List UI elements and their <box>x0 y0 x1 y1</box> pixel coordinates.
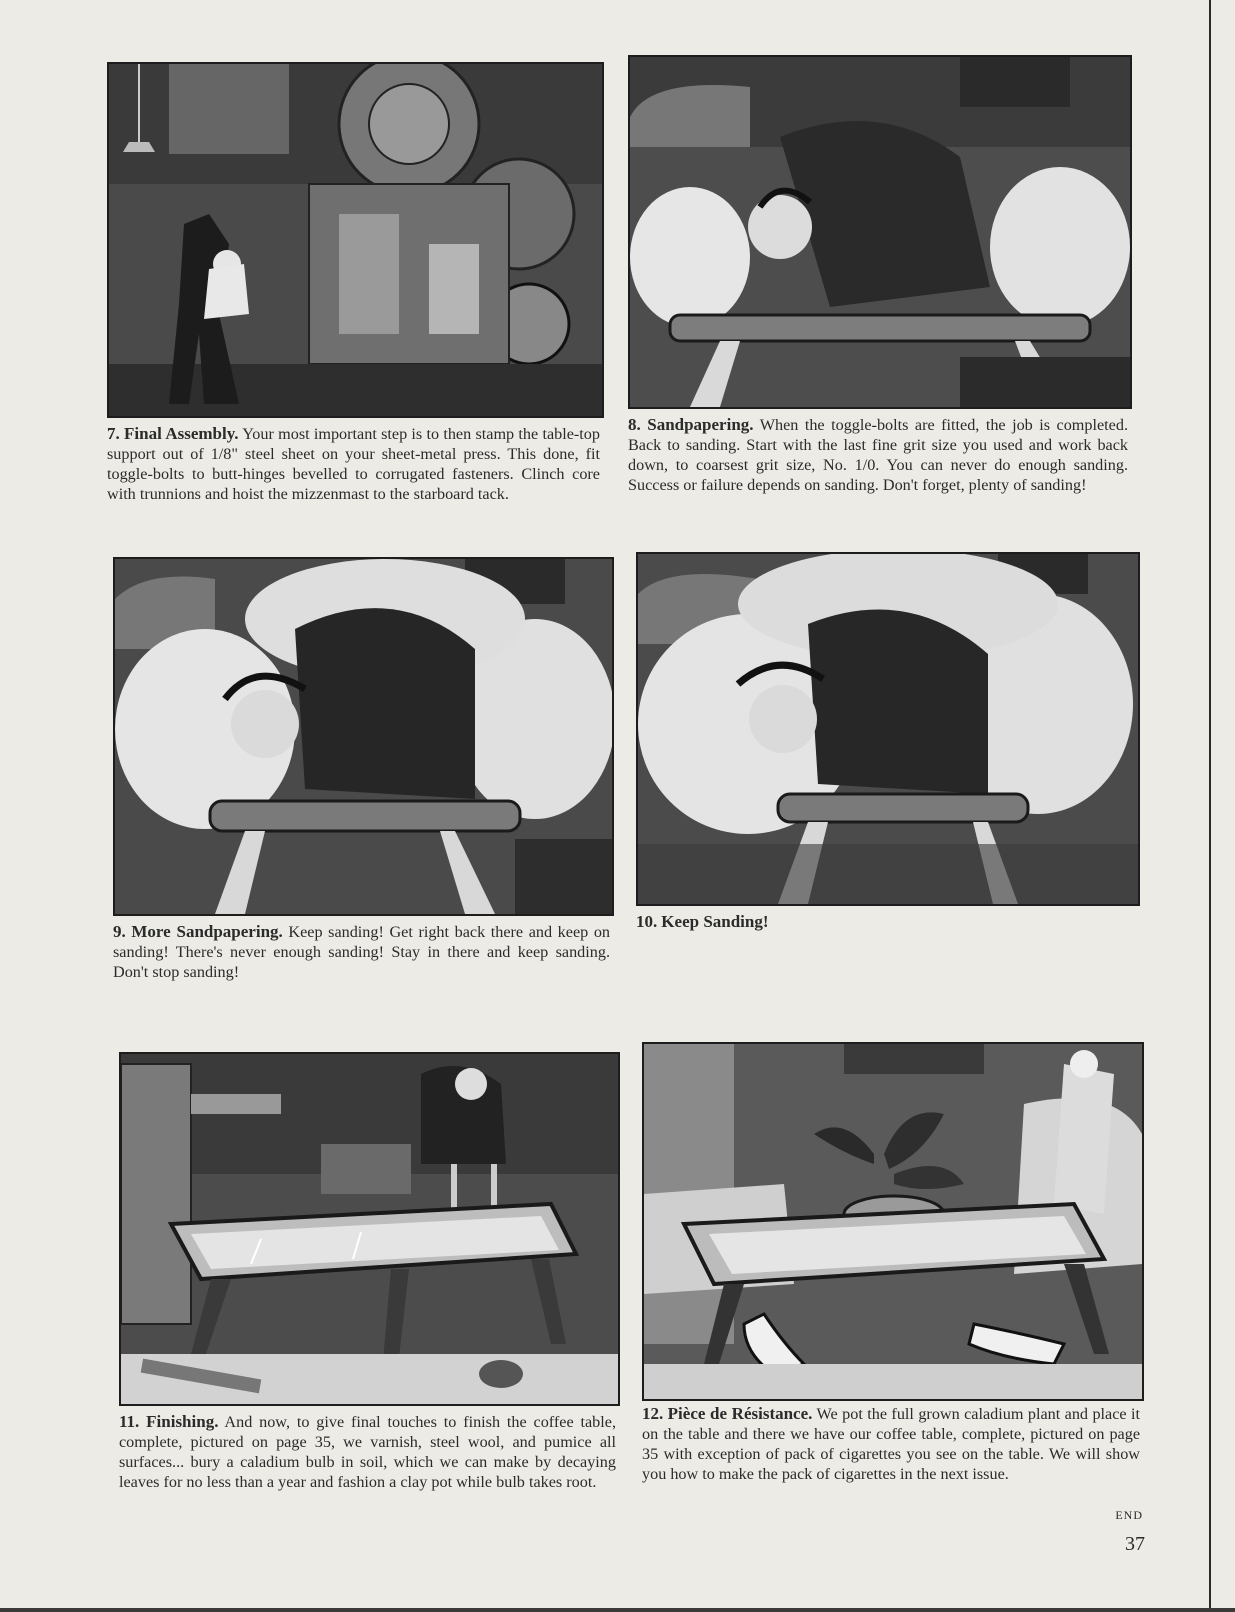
illustration-panel-10 <box>636 552 1140 906</box>
end-mark: END <box>1115 1508 1143 1522</box>
caption-text: Your most important step is to then stamp the table-top support out of 1/8" steel sheet on your sheet-metal press. This done, fit toggle-bolts to butt-hinges bevelled to corrugated fasteners. Clinch core with trunnions and hoist the mizzenmast to the starboard tack. <box>107 425 600 503</box>
caption-number: 12. <box>642 1404 664 1423</box>
caption-title: More Sandpapering. <box>131 922 283 941</box>
caption-title: Pièce de Résistance. <box>667 1404 813 1423</box>
page-edge-bottom <box>0 1608 1235 1612</box>
illustration-panel-11 <box>119 1052 620 1406</box>
caption-text: Keep sanding! Get right back there and keep on sanding! There's never enough sanding! Stay in there and keep sanding. Don't stop sanding! <box>113 923 611 981</box>
caption-number: 7. <box>107 424 120 443</box>
caption-number: 11. <box>119 1412 140 1431</box>
page-edge-right <box>1209 0 1211 1612</box>
caption-panel-8 <box>628 415 1128 495</box>
caption-text: And now, to give final touches to finish the coffee table, complete, pictured on page 35, we varnish, steel wool, and pumice all surfaces... bury a caladium bulb in soil, which we can make by decaying leaves for no less than a year and fashion a clay pot while bulb takes root. <box>119 1413 616 1491</box>
page-number: 37 <box>1125 1533 1145 1555</box>
caption-title: Finishing. <box>146 1412 219 1431</box>
caption-text: We pot the full grown caladium plant and place it on the table and there we have our coffee table, complete, pictured on page 35 with exception of pack of cigarettes you see on the table. We will show you how to make the pack of cigarettes in the next issue. <box>642 1405 1140 1483</box>
machinery-illustration <box>109 64 602 416</box>
sanding-illustration <box>638 554 1138 904</box>
caption-panel-11 <box>119 1412 616 1492</box>
caption-title: Keep Sanding! <box>661 912 769 931</box>
illustration-panel-7 <box>107 62 604 418</box>
caption-number: 9. <box>113 922 126 941</box>
caption-text: When the toggle-bolts are fitted, the job is completed. Back to sanding. Start with the last fine grit size you used and work back down, to coarsest grit size, No. 1/0. You can never do enough sanding. Success or failure depends on sanding. Don't forget, plenty of sanding! <box>628 416 1128 494</box>
sanding-illustration <box>630 57 1130 407</box>
caption-panel-9 <box>113 922 610 982</box>
caption-title: Sandpapering. <box>647 415 754 434</box>
illustration-panel-9 <box>113 557 614 916</box>
workshop-table-illustration <box>121 1054 618 1404</box>
caption-panel-10 <box>636 912 1136 932</box>
sanding-illustration <box>115 559 612 914</box>
living-room-illustration <box>644 1044 1142 1399</box>
caption-title: Final Assembly. <box>124 424 239 443</box>
caption-panel-7 <box>107 424 600 504</box>
caption-number: 10. <box>636 912 658 931</box>
caption-panel-12 <box>642 1404 1140 1484</box>
illustration-panel-8 <box>628 55 1132 409</box>
illustration-panel-12 <box>642 1042 1144 1401</box>
caption-number: 8. <box>628 415 641 434</box>
